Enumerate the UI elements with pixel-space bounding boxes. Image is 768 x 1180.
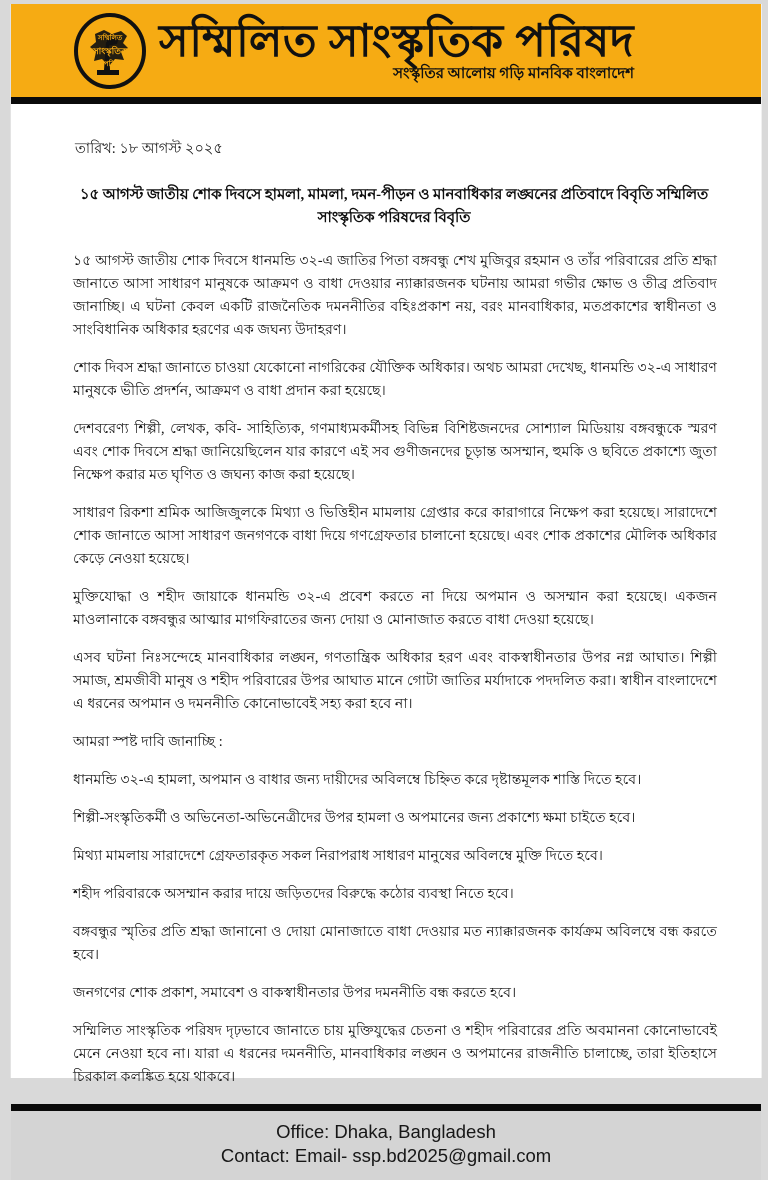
organization-name: সম্মিলিত সাংস্কৃতিক পরিষদ (159, 15, 634, 66)
demand-item: ধানমন্ডি ৩২-এ হামলা, অপমান ও বাধার জন্য দায়ীদের অবিলম্বে চিহ্নিত করে দৃষ্টান্তমূলক শাস্তি দিতে হবে। (73, 771, 642, 788)
demands-intro: আমরা স্পষ্ট দাবি জানাচ্ছি : (73, 733, 223, 750)
organization-tagline: সংস্কৃতির আলোয় গড়ি মানবিক বাংলাদেশ (393, 65, 634, 82)
document-date: তারিখ: ১৮ আগস্ট ২০২৫ (75, 141, 223, 157)
demand-item: জনগণের শোক প্রকাশ, সমাবেশ ও বাকস্বাধীনতার উপর দমননীতি বন্ধ করতে হবে। (73, 984, 517, 1001)
document-footer (11, 1111, 761, 1180)
document-sheet (10, 4, 762, 1167)
closing-paragraph: সম্মিলিত সাংস্কৃতিক পরিষদ দৃঢ়ভাবে জানাতে চায় মুক্তিযুদ্ধের চেতনা ও শহীদ পরিবারের প্রতি অবমাননা কোনোভাবেই মেনে নেওয়া হবে না। যারা এ ধরনের দমননীতি, মানবাধিকার লঙ্ঘন ও অপমানের রাজনীতি চালাচ্ছে, তারা ইতিহাসে চিরকাল কলঙ্কিত হয়ে থাকবে। (73, 1022, 717, 1085)
body-paragraph: শোক দিবস শ্রদ্ধা জানাতে চাওয়া যেকোনো নাগরিকের যৌক্তিক অধিকার। অথচ আমরা দেখেছ, ধানমন্ডি ৩২-এ সাধারণ মানুষকে ভীতি প্রদর্শন, আক্রমণ ও বাধা প্রদান করা হয়েছে। (73, 359, 717, 399)
svg-text:পরিষদ: পরিষদ (103, 59, 123, 68)
demands-list (63, 769, 721, 1005)
organization-logo-icon (71, 12, 149, 90)
body-paragraph: দেশবরেণ্য শিল্পী, লেখক, কবি- সাহিত্যিক, গণমাধ্যমকর্মীসহ বিভিন্ন বিশিষ্টজনদের সোশ্যাল মিডিয়ায় বঙ্গবন্ধুকে স্মরণ এবং শোক দিবসে শ্রদ্ধা জানিয়েছিলেন যার কারণে এই সব গুণীজনদের চূড়ান্ত অসম্মান, হুমকি ও ছবিতে প্রকাশ্যে জুতা নিক্ষেপ করার মত ঘৃণিত ও জঘন্য কাজ করা হয়েছে। (73, 420, 717, 483)
body-paragraph: সাধারণ রিকশা শ্রমিক আজিজুলকে মিথ্যা ও ভিত্তিহীন মামলায় গ্রেপ্তার করে কারাগারে নিক্ষেপ করা হয়েছে। সারাদেশে শোক জানাতে আসা সাধারণ জনগণকে বাধা দিয়ে গণগ্রেফতার চালানো হয়েছে। এবং শোক প্রকাশের মৌলিক অধিকার কেড়ে নেওয়া হয়েছে। (73, 504, 717, 567)
svg-text:সম্মিলিত: সম্মিলিত (97, 33, 123, 42)
demand-item: শহীদ পরিবারকে অসম্মান করার দায়ে জড়িতদের বিরুদ্ধে কঠোর ব্যবস্থা নিতে হবে। (73, 885, 514, 902)
body-paragraph: ১৫ আগস্ট জাতীয় শোক দিবসে ধানমন্ডি ৩২-এ জাতির পিতা বঙ্গবন্ধু শেখ মুজিবুর রহমান ও তাঁর পরিবারের প্রতি শ্রদ্ধা জানাতে আসা সাধারণ মানুষকে আক্রমণ ও বাধা দেওয়ার ন্যাক্কারজনক ঘটনায় আমরা গভীর ক্ষোভ ও তীব্র প্রতিবাদ জানাচ্ছি। এ ঘটনা কেবল একটি রাজনৈতিক দমননীতির বহিঃপ্রকাশ নয়, বরং মানবাধিকার, মতপ্রকাশের স্বাধীনতা ও সাংবিধানিক অধিকার হরণের এক জঘন্য উদাহরণ। (73, 252, 717, 338)
document-body (11, 104, 761, 1104)
letterhead-divider (11, 97, 761, 104)
footer-office-line: Office: Dhaka, Bangladesh (276, 1120, 496, 1142)
footer-contact-line: Contact: Email- ssp.bd2025@gmail.com (220, 1145, 552, 1167)
document-title: ১৫ আগস্ট জাতীয় শোক দিবসে হামলা, মামলা, দমন-পীড়ন ও মানবাধিকার লঙ্ঘনের প্রতিবাদে বিবৃতি সম্মিলিত সাংস্কৃতিক পরিষদের বিবৃতি (79, 187, 709, 226)
brand-text-block (159, 15, 634, 82)
footer-divider (11, 1104, 761, 1111)
body-paragraph: এসব ঘটনা নিঃসন্দেহে মানবাধিকার লঙ্ঘন, গণতান্ত্রিক অধিকার হরণ এবং বাকস্বাধীনতার উপর নগ্ন আঘাত। শিল্পী সমাজ, শ্রমজীবী মানুষ ও শহীদ পরিবারের উপর আঘাত মানে গোটা জাতির মর্যাদাকে পদদলিত করা। স্বাধীন বাংলাদেশে এ ধরনের অপমান ও দমননীতি কোনোভাবেই সহ্য করা হবে না। (73, 649, 717, 712)
letterhead-banner (11, 4, 761, 97)
svg-text:সাংস্কৃতিক: সাংস্কৃতিক (92, 45, 128, 56)
body-paragraph: মুক্তিযোদ্ধা ও শহীদ জায়াকে ধানমন্ডি ৩২-এ প্রবেশ করতে না দিয়ে অপমান ও অসম্মান করা হয়েছে। একজন মাওলানাকে বঙ্গবন্ধুর আত্মার মাগফিরাতের জন্য দোয়া ও মোনাজাত করতে বাধা দেওয়া হয়েছে। (73, 588, 717, 628)
demand-item: মিথ্যা মামলায় সারাদেশে গ্রেফতারকৃত সকল নিরাপরাধ সাধারণ মানুষের অবিলম্বে মুক্তি দিতে হবে। (73, 847, 603, 864)
demand-item: বঙ্গবন্ধুর স্মৃতির প্রতি শ্রদ্ধা জানানো ও দোয়া মোনাজাতে বাধা দেওয়ার মত ন্যাক্কারজনক কার্যক্রম অবিলম্বে বন্ধ করতে হবে। (73, 923, 717, 963)
demand-item: শিল্পী-সংস্কৃতিকর্মী ও অভিনেতা-অভিনেত্রীদের উপর হামলা ও অপমানের জন্য প্রকাশ্যে ক্ষমা চাইতে হবে। (73, 809, 636, 826)
